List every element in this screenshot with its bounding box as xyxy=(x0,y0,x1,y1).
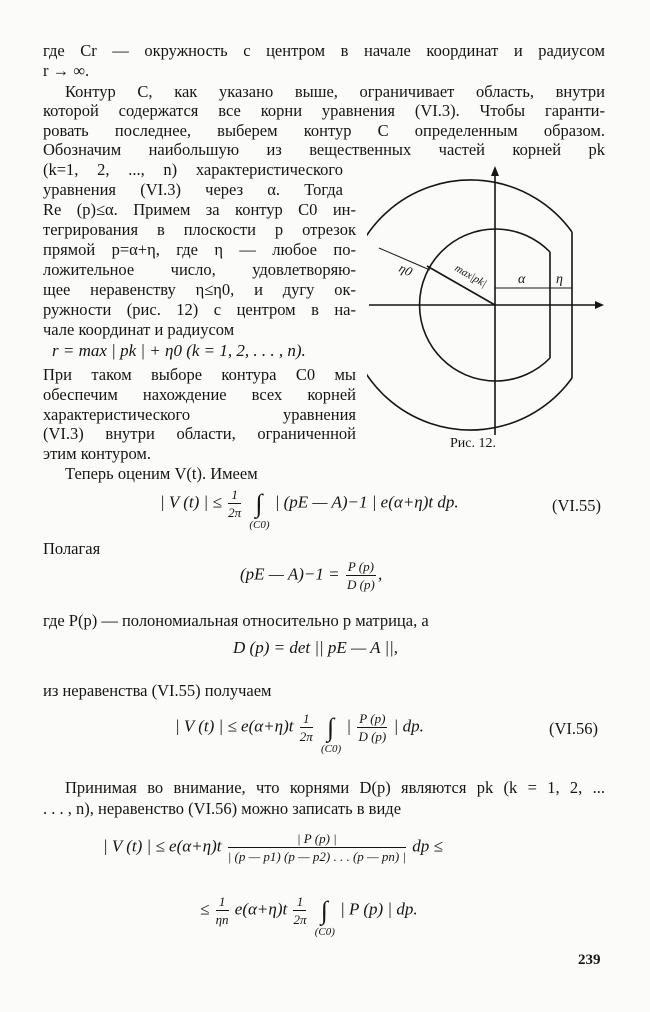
eq55-rhs: | (pE — A)−1 | e(α+η)t dp. xyxy=(274,492,459,512)
text-line-14: ружности (рис. 12) с центром в на- xyxy=(43,300,356,319)
label-max-pk: max|pk| xyxy=(452,262,489,290)
text-line-24: из неравенства (VI.55) получаем xyxy=(43,681,272,700)
equation-tag-vi-55: (VI.55) xyxy=(552,496,602,515)
text-line-6: Обозначим наибольшую из вещественных частей корней pk xyxy=(43,140,605,159)
equation-vi-55 xyxy=(160,486,459,531)
text-line-21: Теперь оценим V(t). Имеем xyxy=(65,464,258,483)
equation-resolvent: (pE — A)−1 = $\frac{P (p)}{D (p)}$ , xyxy=(240,559,383,592)
text-line-8: уравнения (VI.3) через α. Тогда xyxy=(43,180,343,199)
text-line-11: прямой p=α+η, где η — любое по- xyxy=(43,240,356,259)
equation-tag-vi-56: (VI.56) xyxy=(549,719,599,738)
text-line-26: . . . , n), неравенство (VI.56) можно записать в виде xyxy=(43,799,402,818)
text-line-25: Принимая во внимание, что корнями D(p) являются pk (k = 1, 2, ... xyxy=(65,778,605,797)
text-line-13: щее неравенству η≤η0, и дугу ок- xyxy=(43,280,356,299)
text-line-5: ровать последнее, выберем контур C определенным образом. xyxy=(43,121,605,140)
text-line-9: Re (p)≤α. Примем за контур C0 ин- xyxy=(43,200,356,219)
label-eta0: η0 xyxy=(396,260,415,280)
figure-12 xyxy=(367,166,607,438)
integral-sign: ∫ (C0) xyxy=(249,488,270,531)
eq55-fraction: $\frac{1}{2\pi}$ xyxy=(228,487,242,520)
text-line-23: где P(p) — полономиальная относительно p матрица, а xyxy=(43,611,429,630)
equation-final-1: | V (t) | ≤ e(α+η)t $\frac{| P (p) |}{| (p — p1) (p — p2) . . . (p — pn) |}$ dp ≤ xyxy=(103,831,443,864)
text-line-10: тегрирования в плоскости p отрезок xyxy=(43,220,356,239)
eq55-lhs: | V (t) | ≤ xyxy=(160,492,222,512)
text-line-18: характеристического уравнения xyxy=(43,405,356,424)
label-eta: η xyxy=(556,272,563,287)
x-axis-arrow xyxy=(595,301,604,309)
text-line-22: Полагая xyxy=(43,539,101,558)
y-axis-arrow xyxy=(491,166,499,176)
equation-det: D (p) = det || pE — A ||, xyxy=(233,638,399,657)
label-alpha: α xyxy=(518,272,526,287)
text-line-1: где Cr — окружность с центром в начале координат и радиусом xyxy=(43,41,605,60)
equation-radius: r = max | pk | + η0 (k = 1, 2, . . . , n). xyxy=(52,341,306,360)
text-line-12: ложительное число, удовлетворяю- xyxy=(43,260,356,279)
text-line-16: При таком выборе контура C0 мы xyxy=(43,365,356,384)
text-line-17: обеспечим нахождение всех корней xyxy=(43,385,356,404)
figure-caption: Рис. 12. xyxy=(450,436,496,451)
text-line-2: r → ∞. xyxy=(43,61,90,80)
text-line-4: которой содержатся все корни уравнения (VI.3). Чтобы гаранти- xyxy=(43,101,605,120)
text-line-7: (k=1, 2, ..., n) характеристического xyxy=(43,160,343,179)
text-line-20: этим контуром. xyxy=(43,444,151,463)
equation-vi-56: | V (t) | ≤ e(α+η)t $\frac{1}{2\pi}$ ∫ (C0) | $\frac{P (p)}{D (p)}$ | dp. xyxy=(175,711,424,755)
text-line-19: (VI.3) внутри области, ограниченной xyxy=(43,424,356,443)
text-line-15: чале координат и радиусом xyxy=(43,320,235,339)
text-line-3: Контур C, как указано выше, ограничивает область, внутри xyxy=(65,82,605,101)
page-number: 239 xyxy=(578,952,601,968)
equation-final-2: ≤ $\frac{1}{\eta n}$ e(α+η)t $\frac{1}{2\pi}$ ∫ (C0) | P (p) | dp. xyxy=(200,894,418,938)
